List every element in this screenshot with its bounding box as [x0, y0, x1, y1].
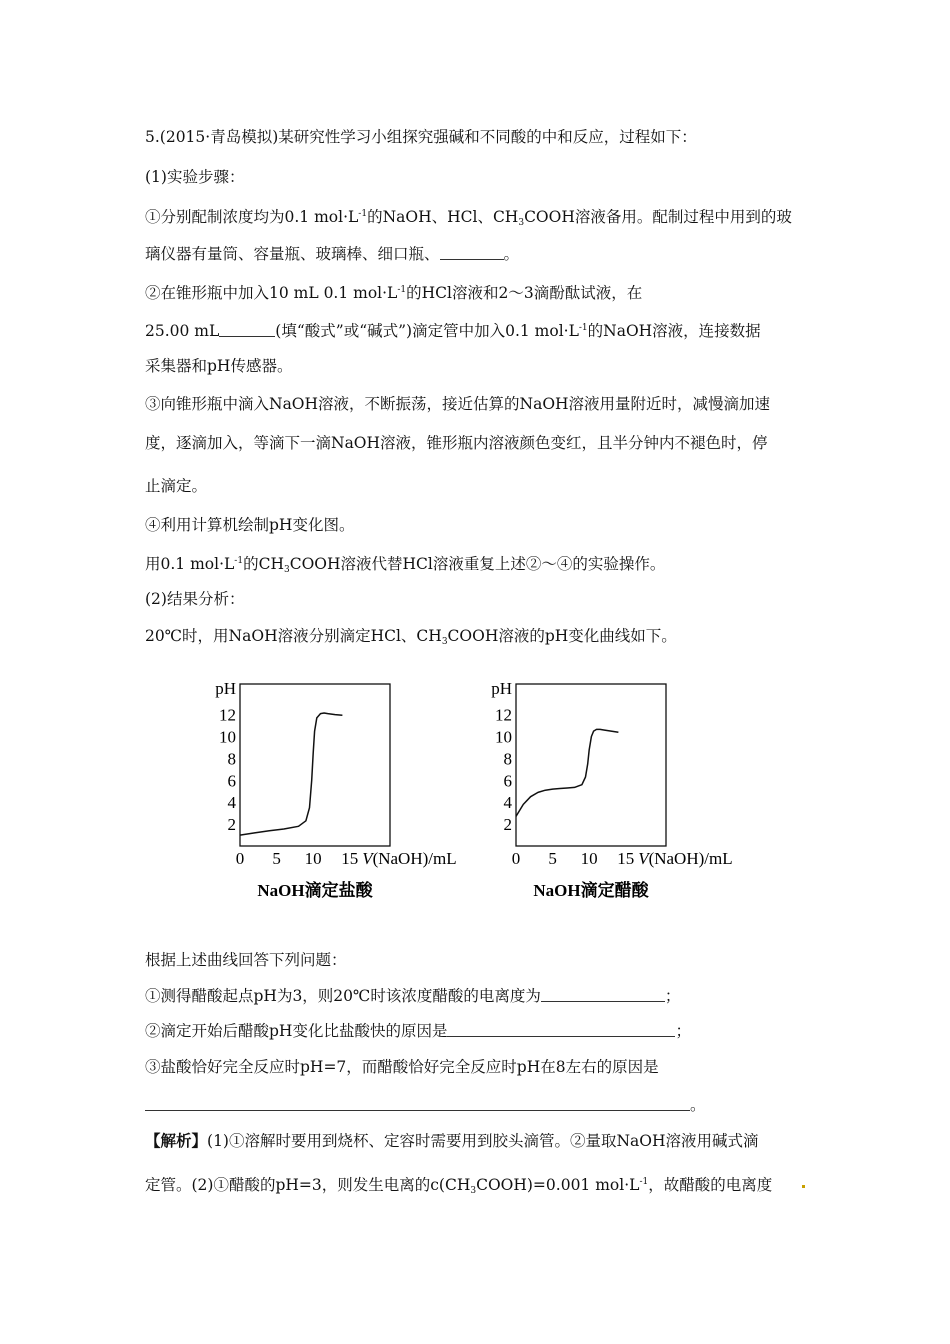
question-line: ④利用计算机绘制pH变化图。 — [145, 516, 355, 534]
answer-blank — [541, 987, 665, 1002]
titration-charts — [200, 672, 760, 912]
question-line: 20℃时，用NaOH溶液分别滴定HCl、$CH_3COOH$溶液的pH变化曲线如下。 — [145, 627, 677, 647]
y-axis-label: pH — [215, 679, 236, 698]
x-tick-label: 0 — [511, 849, 521, 868]
question-line: 度，逐滴加入，等滴下一滴NaOH溶液，锥形瓶内溶液颜色变红，且半分钟内不褪色时，停 — [145, 434, 768, 452]
y-tick-label: 4 — [503, 793, 512, 813]
x-tick-label: 15 — [617, 849, 635, 868]
answer-blank — [440, 245, 504, 260]
analysis-line: 定管。(2)①醋酸的pH=3，则发生电离的$c(CH_3COOH)=0.001$ $mol\cdot L^{-1}$，故醋酸的电离度 — [145, 1176, 773, 1196]
y-tick-label: 4 — [227, 793, 236, 813]
question-line: 5.(2015·青岛模拟)某研究性学习小组探究强碱和不同酸的中和反应，过程如下： — [145, 128, 697, 146]
x-tick-label: 5 — [548, 849, 557, 868]
chart-1 — [215, 679, 456, 900]
question-line: ①分别配制浓度均为0.1 $mol\cdot L^{-1}$的NaOH、HCl、$CH_3COOH$溶液备用。配制过程中用到的玻 — [145, 208, 792, 228]
question-line: 。 — [145, 1095, 706, 1115]
question-line: ②滴定开始后醋酸pH变化比盐酸快的原因是 ； — [145, 1022, 691, 1040]
x-tick-label: 5 — [272, 849, 281, 868]
x-axis-label: V(NaOH)/mL — [638, 849, 733, 868]
y-tick-label: 8 — [503, 749, 512, 769]
question-line: 止滴定。 — [145, 477, 208, 495]
question-line: (2)结果分析： — [145, 590, 245, 608]
ph-curve — [240, 713, 342, 835]
chart-2 — [491, 679, 732, 900]
analysis-label: 【解析】 — [145, 1131, 208, 1150]
y-tick-label: 12 — [495, 705, 512, 725]
y-tick-label: 8 — [227, 749, 236, 769]
y-tick-label: 6 — [227, 771, 236, 791]
answer-blank — [145, 1096, 690, 1111]
y-axis-label: pH — [491, 679, 512, 698]
question-line: 用0.1 $mol\cdot L^{-1}$的$CH_3COOH$溶液代替HCl溶液重复上述②～④的实验操作。 — [145, 555, 666, 575]
plot-frame — [516, 684, 666, 846]
chart-title: NaOH滴定醋酸 — [533, 881, 649, 900]
question-line: 采集器和pH传感器。 — [145, 357, 293, 375]
x-tick-label: 10 — [304, 849, 322, 868]
y-tick-label: 10 — [219, 727, 236, 747]
y-tick-label: 10 — [495, 727, 512, 747]
question-line: 25.00 mL (填“酸式”或“碱式”)滴定管中加入0.1 $mol\cdot L^{-1}$的NaOH溶液，连接数据 — [145, 322, 761, 340]
analysis-line: 【解析】(1)①溶解时要用到烧杯、定容时需要用到胶头滴管。②量取NaOH溶液用碱式滴 — [145, 1131, 759, 1150]
y-tick-label: 2 — [227, 815, 236, 835]
ph-curve — [516, 729, 618, 816]
answer-blank — [219, 322, 275, 337]
x-tick-label: 0 — [235, 849, 245, 868]
chart-title: NaOH滴定盐酸 — [257, 881, 373, 900]
question-line: ①测得醋酸起点pH为3，则20℃时该浓度醋酸的电离度为 ； — [145, 987, 681, 1005]
mark-dot — [802, 1185, 805, 1188]
question-line: 根据上述曲线回答下列问题： — [145, 951, 347, 969]
y-tick-label: 2 — [503, 815, 512, 835]
x-tick-label: 15 — [341, 849, 359, 868]
y-tick-label: 6 — [503, 771, 512, 791]
question-line: ③盐酸恰好完全反应时pH=7，而醋酸恰好完全反应时pH在8左右的原因是 — [145, 1058, 659, 1076]
question-line: (1)实验步骤： — [145, 168, 245, 186]
question-line: ②在锥形瓶中加入10 mL 0.1 $mol\cdot L^{-1}$的HCl溶液和2～3滴酚酞试液，在 — [145, 284, 643, 302]
x-axis-label: V(NaOH)/mL — [362, 849, 457, 868]
titration-figure — [200, 672, 760, 912]
question-line: ③向锥形瓶中滴入NaOH溶液，不断振荡，接近估算的NaOH溶液用量附近时，减慢滴加速 — [145, 395, 771, 413]
y-tick-label: 12 — [219, 705, 236, 725]
question-line: 璃仪器有量筒、容量瓶、玻璃棒、细口瓶、 。 — [145, 245, 520, 263]
plot-frame — [240, 684, 390, 846]
answer-blank — [447, 1022, 675, 1037]
x-tick-label: 10 — [580, 849, 598, 868]
